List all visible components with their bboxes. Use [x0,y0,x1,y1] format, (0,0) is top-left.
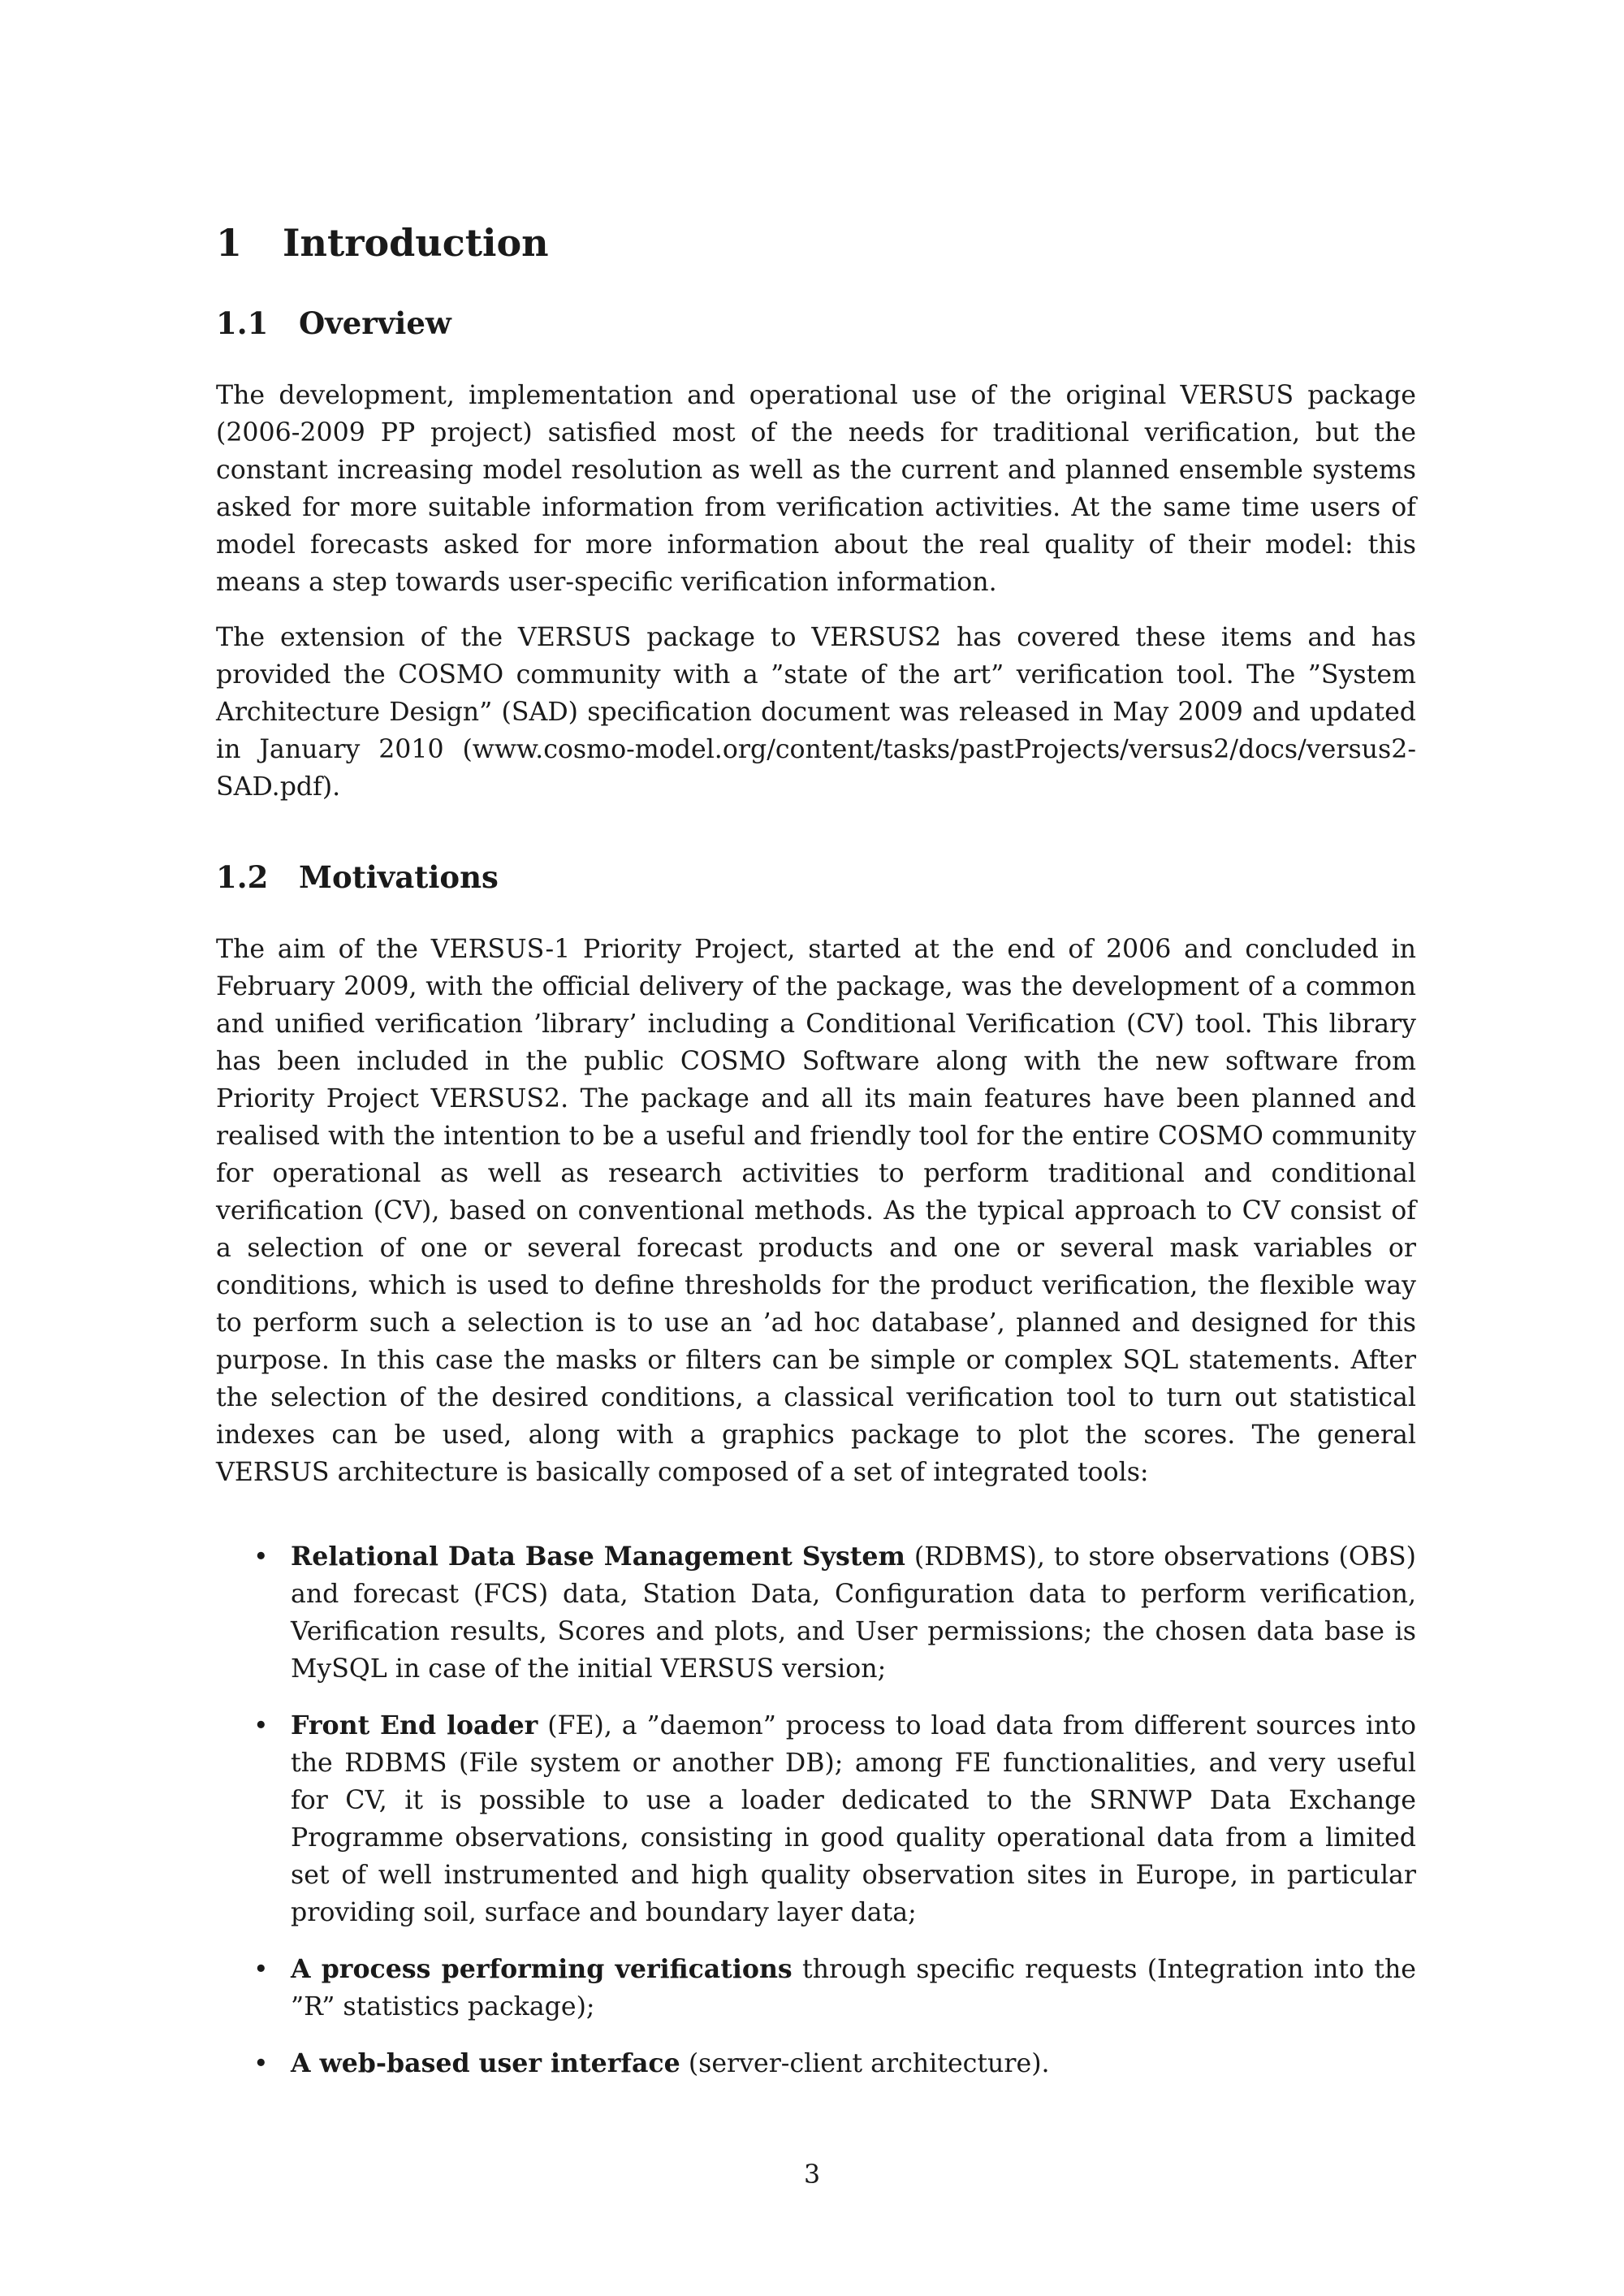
overview-title: Overview [299,305,451,341]
bullet-icon: • [253,1711,269,1740]
motivations-paragraph: The aim of the VERSUS-1 Priority Project, started at the end of 2006 and concluded in February 2009, with the official delivery of the package, was the development of a common and unified verification ’library’ including a Conditional Verification (CV) tool. This library has been included in the public COSMO Software along with the new software from Priority Project VERSUS2. The package and all its main features have been planned and realised with the intention to be a useful and friendly tool for the entire COSMO community for operational as well as research activities to perform traditional and conditional verification (CV), based on conventional methods. As the typical approach to CV consist of a selection of one or several forecast products and one or several mask variables or conditions, which is used to define thresholds for the product verification, the flexible way to perform such a selection is to use an ’ad hoc database’, planned and designed for this purpose. In this case the masks or filters can be simple or complex SQL statements. After the selection of the desired conditions, a classical verification tool to turn out statistical indexes can be used, along with a graphics package to plot the scores. The general VERSUS architecture is basically composed of a set of integrated tools: [216,935,1416,1487]
list-item-text: (server-client architecture). [680,2049,1050,2078]
bullet-icon: • [253,1542,269,1572]
section-title: Introduction [283,221,549,265]
motivations-number: 1.2 [216,859,269,895]
overview-paragraph-1: The development, implementation and operational use of the original VERSUS package (2006-2009 PP project) satisfied most of the needs for traditional verification, but the constant increasing model resolution as well as the current and planned ensemble systems asked for more suitable information from verification activities. At the same time users of model forecasts asked for more information about the real quality of their model: this means a step towards user-specific verification information. [216,381,1416,597]
section-number: 1 [216,221,243,265]
list-item-term: A web-based user interface [291,2048,680,2078]
list-item-text: through specific requests (Integration into the ”R” statistics package); [291,1955,1416,2021]
bullet-icon: • [253,1955,269,1984]
list-item [216,2045,1416,2082]
overview-number: 1.1 [216,305,269,341]
list-item-term: Front End loader [291,1710,538,1740]
list-item [216,1951,1416,2026]
page-number: 3 [803,2160,821,2190]
page-content [216,213,1416,2082]
list-item-text: (FE), a ”daemon” process to load data from different sources into the RDBMS (File system or another DB); among FE functionalities, and very useful for CV, it is possible to use a loader dedicated to the SRNWP Data Exchange Programme observations, consisting in good quality operational data from a limited set of well instrumented and high quality observation sites in Europe, in particular providing soil, surface and boundary layer data; [291,1711,1416,1927]
motivations-title: Motivations [299,859,499,895]
list-item [216,1707,1416,1931]
overview-heading [216,299,1416,348]
motivations-heading [216,853,1416,902]
section-heading [216,213,1416,273]
list-item [216,1538,1416,1688]
overview-paragraph-2: The extension of the VERSUS package to VERSUS2 has covered these items and has provided the COSMO community with a ”state of the art” verification tool. The ”System Architecture Design” (SAD) specification document was released in May 2009 and updated in January 2010 (www.cosmo-model.org/content/tasks/pastProjects/versus2/docs/versus2-SAD.pdf). [216,623,1416,802]
list-item-text: (RDBMS), to store observations (OBS) and forecast (FCS) data, Station Data, Configuration data to perform verification, Verification results, Scores and plots, and User permissions; the chosen data base is MySQL in case of the initial VERSUS version; [291,1542,1416,1684]
list-item-term: A process performing verifications [291,1954,793,1984]
bullet-icon: • [253,2049,269,2078]
architecture-tools-list [216,1538,1416,2082]
list-item-term: Relational Data Base Management System [291,1541,905,1572]
